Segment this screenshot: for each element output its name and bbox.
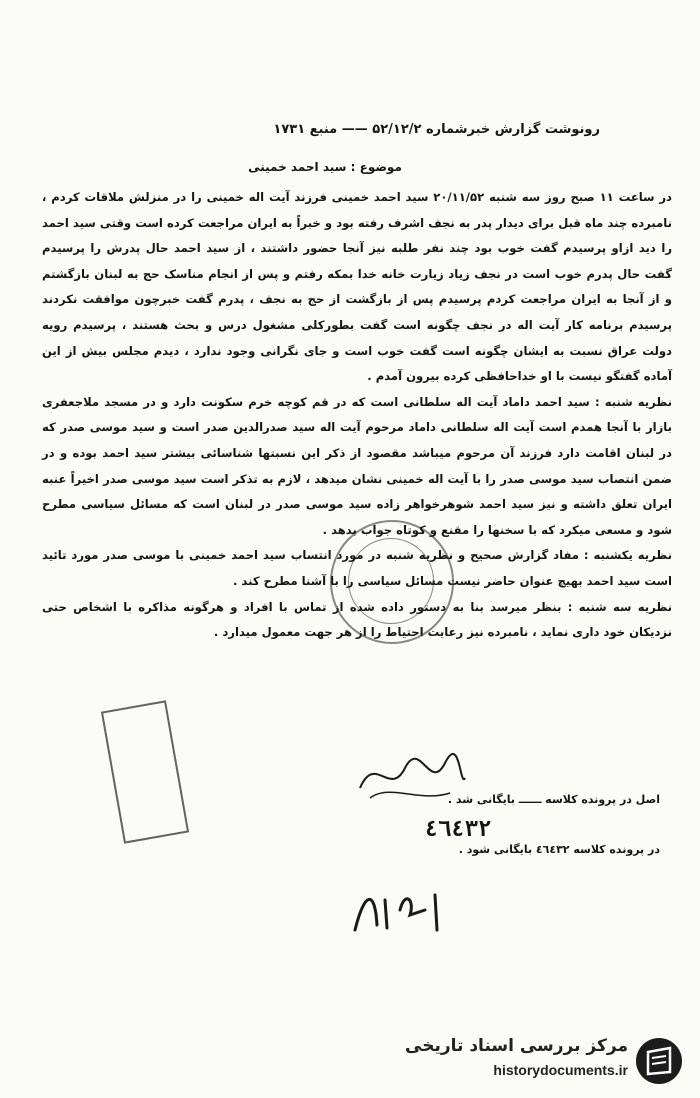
report-paragraph-opinion-tuesday: نظریه سه شنبه : بنظر میرسد بنا به دستور داده شده از تماس با افراد و هرگونه مذاکره با اشخاص حتی نزدیکان خود داری نماید ، نامبرده نیز رعایت احتیاط را از هر جهت معمول میدارد . bbox=[42, 599, 672, 640]
archive-footer bbox=[390, 1030, 690, 1090]
archive-side-stamp bbox=[101, 700, 189, 843]
report-paragraph-opinion-sunday: نظریه یکشنبه : مفاد گزارش صحیح و نظریه شنبه در مورد انتساب سید احمد خمینی با موسی صدر مورد تائید است سید احمد بهیچ عنوان حاضر نیست مسائل سیاسی را با آشنا مطرح کند . bbox=[42, 548, 672, 588]
footer-title: مرکز بررسی اسناد تاریخی bbox=[405, 1036, 628, 1056]
report-header-line: رونوشت گزارش خبرشماره ۵۲/۱۲/۲ —— منبع ۱۷۳۱ bbox=[273, 122, 600, 137]
footer-url: historydocuments.ir bbox=[493, 1062, 628, 1078]
archive-logo-icon bbox=[636, 1038, 682, 1084]
report-paragraph-main: در ساعت ۱۱ صبح روز سه شنبه ۲۰/۱۱/۵۲ سید احمد خمینی فرزند آیت اله خمینی را در منزلش ملاقات کردم ، نامبرده چند ماه قبل برای دیدار پدر به نجف اشرف رفته بود و خبراً به ایران مراجعت کرده است وقتی سید احمد را دید ازاو پرسیدم گفت خوب بود چند نفر طلبه نیز آنجا حضور داشتند ، از سید احمد حال پدرش را پرسیدم گفت حال پدرم خوب است در نجف زیاد زیارت خانه خدا بمکه رفتم و پس از انجام مناسک حج به لبنان بازگشتم و از آنجا به ایران مراجعت کردم پرسیدم پس از بازگشت از حج به نجف ، پدرم گفت خبرچون موافقت نکردند پرسیدم برنامه کار آیت اله در نجف چگونه است گفت بطورکلی مشغول درس و بحث هستند ، پرسیدم رویه دولت عراق نسبت به ایشان چگونه است گفت خوب است و جای نگرانی وجود ندارد ، دیدم مجلس بیش از این آماده گفتگو نیست با او خداحافظی کرده بیرون آمدم . bbox=[42, 190, 672, 384]
handwritten-note bbox=[345, 880, 465, 944]
cc-original-line: اصل در پرونده کلاسه ــــــ بایگانی شد . bbox=[447, 793, 660, 806]
official-seal-stamp bbox=[330, 520, 454, 644]
handwritten-file-number: ٤٦٤٣٢ bbox=[425, 817, 492, 842]
cc-copy-line: در پرونده کلاسه ٤٦٤٣٢ بایگانی شود . bbox=[458, 843, 660, 856]
report-paragraph-opinion-saturday: نظریه شنبه : سید احمد داماد آیت اله سلطانی است که در قم کوچه خرم سکونت دارد و در مسجد ملاجعفری بازار با آنجا همدم است آیت اله سلطانی داماد مرحوم آیت اله سید صدرالدین صدر است و سید موسی صدر که در لبنان اقامت دارد فرزند آن مرحوم میباشد مقصود از ذکر این نسبتها شناسائی بیشتر سید احمد بوده و در ضمن انتصاب سید موسی صدر را با آیت اله خمینی نشان میدهد ، لازم به تذکر است سید موسی صدر اخیراً عنبه ایران تعلق داشته و نیز سید احمد شوهرخواهر زاده سید موسی صدر در لبنان است که مسائل سیاسی مطرح شود و مسعی میکرد که با سخنها را مقنع و کوتاه جواب بدهد . bbox=[42, 394, 672, 537]
subject-line: موضوع : سید احمد خمینی bbox=[248, 160, 402, 174]
